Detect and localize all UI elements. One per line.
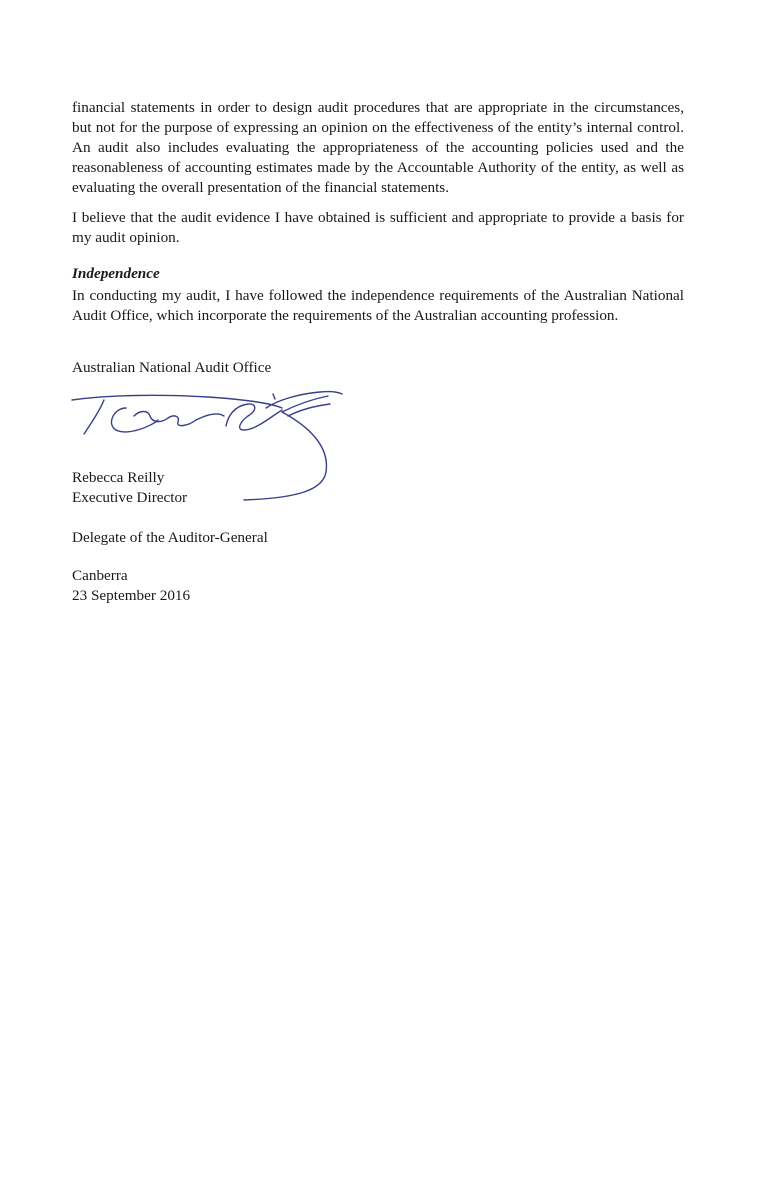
signing-date: 23 September 2016 bbox=[72, 587, 191, 604]
delegate-line: Delegate of the Auditor-General bbox=[72, 529, 268, 546]
signing-city: Canberra bbox=[72, 567, 128, 584]
signatory-name: Rebecca Reilly bbox=[72, 469, 165, 486]
handwritten-signature bbox=[72, 386, 372, 468]
signature-icon bbox=[68, 386, 368, 516]
paragraph-independence: In conducting my audit, I have followed the independence requirements of the Australian National Audit Office, which incorporate the requirements of the Australian accounting profession. bbox=[72, 287, 684, 324]
independence-heading: Independence bbox=[72, 265, 160, 282]
signature-strokes bbox=[72, 392, 342, 500]
paragraph-audit-scope: financial statements in order to design audit procedures that are appropriate in the circumstances, but not for the purpose of expressing an opinion on the effectiveness of the entity’s internal control. An audit also includes evaluating the appropriateness of the accounting policies used and the reasonableness of accounting estimates made by the Accountable Authority of the entity, as well as evaluating the overall presentation of the financial statements. bbox=[72, 99, 684, 196]
paragraph-audit-evidence: I believe that the audit evidence I have obtained is sufficient and appropriate to provide a basis for my audit opinion. bbox=[72, 209, 684, 246]
report-body bbox=[72, 98, 684, 606]
signatory-title: Executive Director bbox=[72, 489, 188, 506]
organisation-name: Australian National Audit Office bbox=[72, 359, 272, 376]
